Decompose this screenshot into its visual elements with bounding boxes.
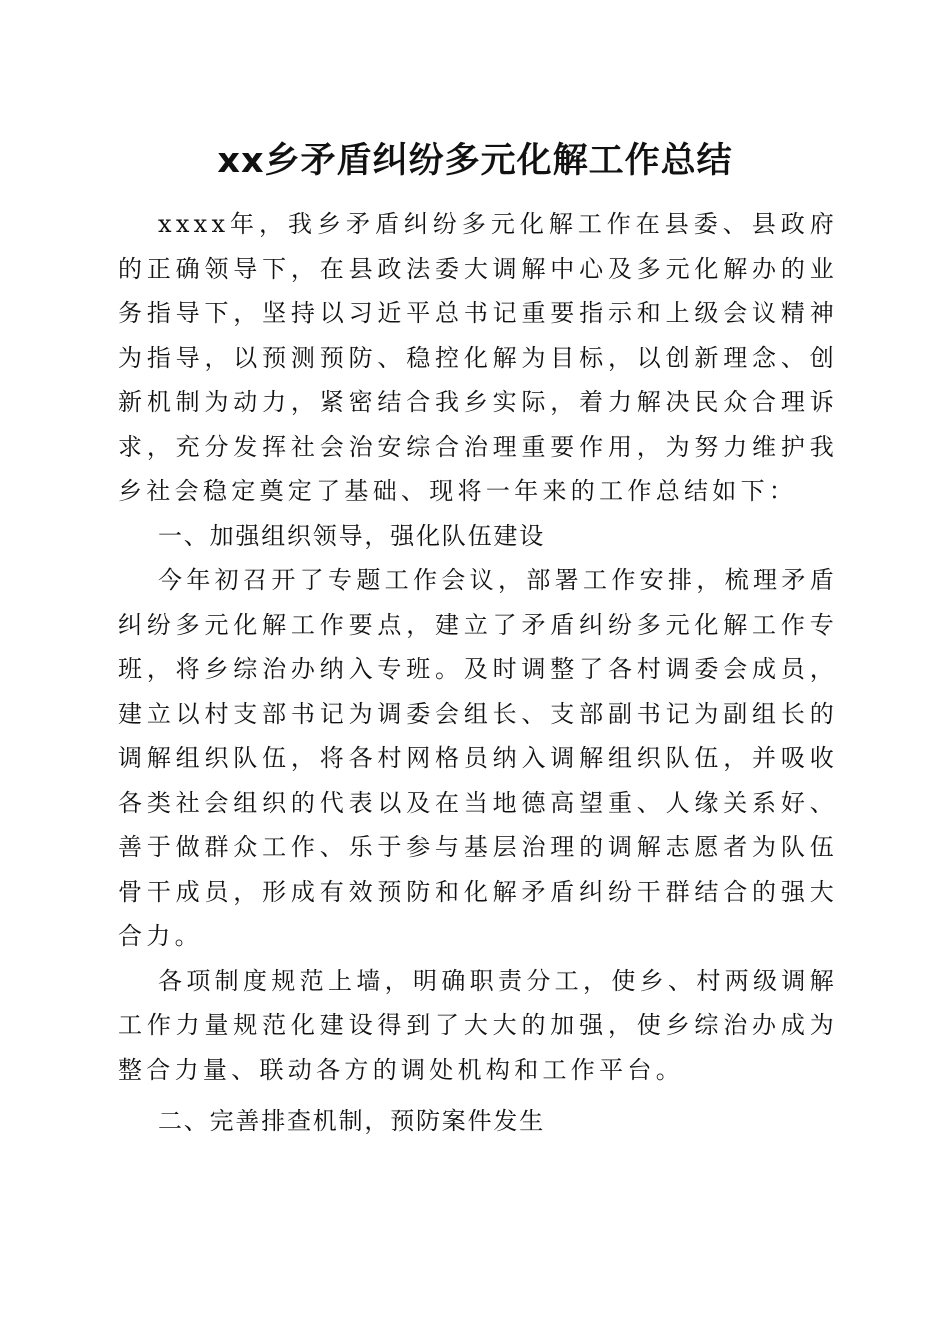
section1-paragraph-2: 各项制度规范上墙，明确职责分工，使乡、村两级调解工作力量规范化建设得到了大大的加强，使乡综治办成为整合力量、联动各方的调处机构和工作平台。: [118, 966, 838, 1084]
section1-paragraph-1: 今年初召开了专题工作会议，部署工作安排，梳理矛盾纠纷多元化解工作要点，建立了矛盾纠纷多元化解工作专班，将乡综治办纳入专班。及时调整了各村调委会成员，建立以村支部书记为调委会组长、支部副书记为副组长的调解组织队伍，将各村网格员纳入调解组织队伍，并吸收各类社会组织的代表以及在当地德高望重、人缘关系好、善于做群众工作、乐于参与基层治理的调解志愿者为队伍骨干成员，形成有效预防和化解矛盾纠纷干群结合的强大合力。: [118, 566, 838, 950]
section-heading-1: 一、加强组织领导，强化队伍建设: [158, 521, 545, 550]
document-title: xx乡矛盾纠纷多元化解工作总结: [217, 141, 733, 181]
intro-paragraph: xxxx年，我乡矛盾纠纷多元化解工作在县委、县政府的正确领导下，在县政法委大调解中心及多元化解办的业务指导下，坚持以习近平总书记重要指示和上级会议精神为指导，以预测预防、稳控化解为目标，以创新理念、创新机制为动力，紧密结合我乡实际，着力解决民众合理诉求，充分发挥社会治安综合治理重要作用，为努力维护我乡社会稳定奠定了基础、现将一年来的工作总结如下：: [118, 210, 838, 505]
section-heading-2: 二、完善排查机制，预防案件发生: [158, 1107, 545, 1135]
document-body: [118, 202, 838, 1144]
